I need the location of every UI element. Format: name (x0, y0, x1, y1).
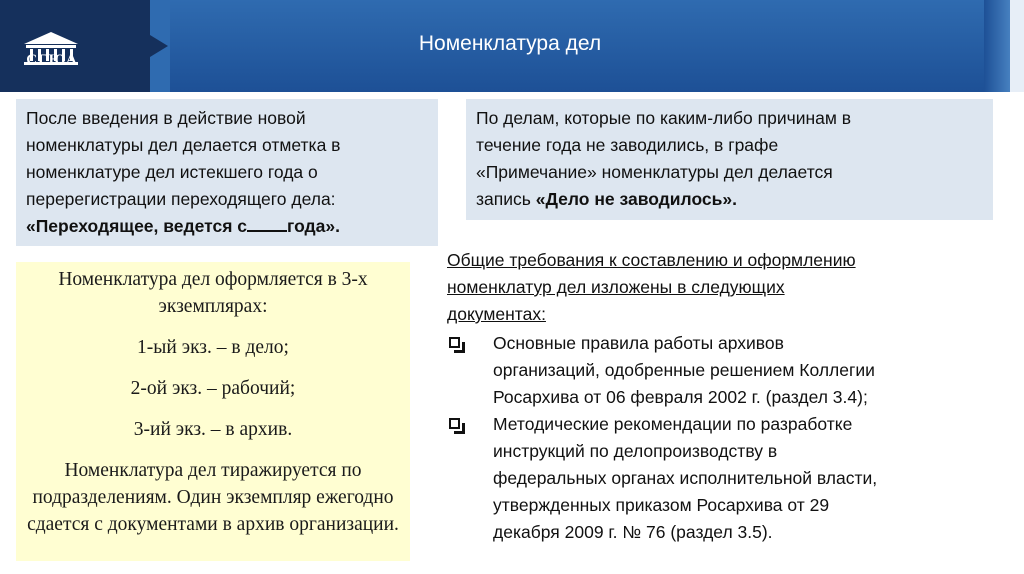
left-box-line: перерегистрации переходящего дела: (26, 189, 336, 209)
copies-note-box (16, 262, 410, 561)
requirements-heading (447, 247, 1007, 328)
header-right-edge (1010, 0, 1024, 92)
requirements-heading-line: документах: (447, 304, 546, 324)
distribution-line: Номенклатура дел тиражируется по (64, 460, 362, 481)
requirements-list (447, 330, 1007, 546)
copy-1-line: 1-ый экз. – в дело; (137, 337, 289, 358)
right-box-prefix: запись (476, 189, 536, 209)
requirements-heading-line: номенклатур дел изложены в следующих (447, 277, 785, 297)
copy-2-line: 2-ой экз. – рабочий; (130, 378, 296, 399)
list-item-line: декабря 2009 г. № 76 (раздел 3.5). (493, 522, 773, 542)
copies-line: экземплярах: (158, 296, 268, 317)
list-item-line: организаций, одобренные решением Коллегии (493, 360, 875, 380)
left-box-line: номенклатуры дел делается отметка в (26, 135, 341, 155)
left-box-line: номенклатуре дел истекшего года о (26, 162, 318, 182)
left-box-line: После введения в действие новой (26, 108, 306, 128)
checkbox-bullet-icon (449, 418, 460, 429)
header-bar (0, 0, 1024, 92)
list-item (447, 330, 1007, 411)
copies-line: Номенклатура дел оформляется в 3-х (58, 269, 368, 290)
list-item-line: Росархива от 06 февраля 2002 г. (раздел 3.4); (493, 387, 868, 407)
list-item-line: утвержденных приказом Росархива от 29 (493, 495, 830, 515)
requirements-section (447, 247, 1007, 546)
list-item-line: Основные правила работы архивов (493, 333, 784, 353)
right-box-line: По делам, которые по каким-либо причинам в (476, 108, 852, 128)
blank-underline (247, 213, 287, 232)
list-item-line: Методические рекомендации по разработке (493, 414, 853, 434)
left-box-bold-before: «Переходящее, ведется с (26, 216, 248, 236)
requirements-heading-line: Общие требования к составлению и оформлению (447, 250, 856, 270)
right-box-line: течение года не заводились, в графе (476, 135, 779, 155)
list-item (447, 411, 1007, 546)
right-box-last-line (476, 186, 983, 213)
checkbox-bullet-icon (449, 337, 460, 348)
list-item-line: инструкций по делопроизводству в (493, 441, 778, 461)
list-item-line: федеральных органах исполнительной власти, (493, 468, 878, 488)
left-info-box (16, 99, 438, 246)
right-info-box (466, 99, 993, 220)
right-box-bold: «Дело не заводилось». (535, 189, 737, 209)
right-box-line: «Примечание» номенклатуры дел делается (476, 162, 833, 182)
page-title: Номенклатура дел (418, 32, 602, 55)
distribution-line: сдается с документами в архив организации. (27, 514, 399, 535)
distribution-line: подразделениям. Один экземпляр ежегодно (32, 487, 394, 508)
left-box-bold-after: года». (287, 216, 340, 236)
logo-text: СГЮА (26, 52, 78, 68)
copy-3-line: 3-ий экз. – в архив. (133, 419, 293, 440)
left-box-bold-line (26, 213, 428, 240)
